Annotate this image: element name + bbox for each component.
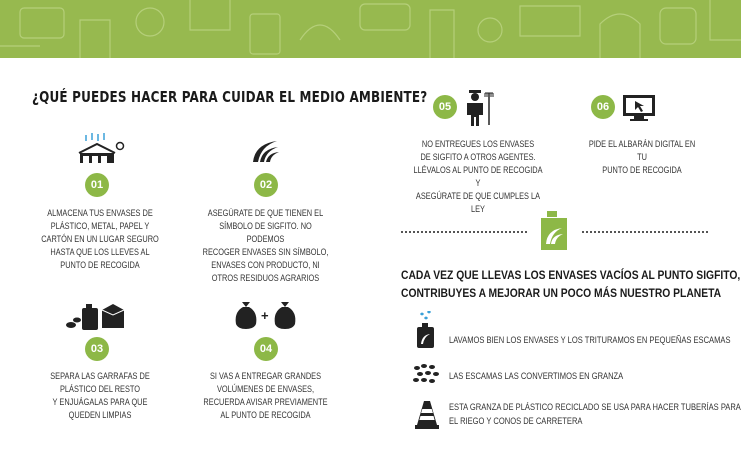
- section-subtitle: [401, 266, 741, 302]
- computer-icon: [622, 94, 656, 122]
- banner-pattern: [0, 0, 741, 58]
- plus-sign: +: [261, 308, 269, 323]
- traffic-cone-icon: [414, 399, 440, 431]
- containers-icon: [64, 298, 126, 332]
- step-number: 01: [85, 173, 109, 197]
- subtitle-line: CADA VEZ QUE LLEVAS LOS ENVASES VACÍOS AL PUNTO SIGFITO,: [401, 268, 741, 282]
- bag-icon: [272, 300, 298, 330]
- warehouse-solar-icon: [78, 131, 126, 165]
- step-text: ASEGÚRATE DE QUE TIENEN EL SÍMBOLO DE SIGFITO. NO PODEMOS RECOGER ENVASES SIN SÍMBOLO, ENVASES CON PRODUCTO, NI OTROS RESIDUOS AGRARIOS: [202, 208, 329, 283]
- washing-container-icon: [415, 311, 437, 349]
- step-number: 04: [254, 337, 278, 361]
- divider-left: [401, 231, 527, 233]
- process-line: EL RIEGO Y CONOS DE CARRETERA: [449, 416, 583, 426]
- page-title: ¿QUÉ PUEDES HACER PARA CUIDAR EL MEDIO AMBIENTE?: [32, 88, 428, 106]
- pellets-icon: [412, 362, 440, 386]
- header-banner: [0, 0, 741, 58]
- bag-icon: [233, 300, 259, 330]
- step-number: 06: [591, 95, 615, 119]
- process-text: [449, 333, 730, 347]
- subtitle-line: CONTRIBUYES A MEJORAR UN POCO MÁS NUESTRO PLANETA: [401, 286, 722, 300]
- step-number: 02: [254, 173, 278, 197]
- step-text: NO ENTREGUES LOS ENVASES DE SIGFITO A OTROS AGENTES. LLÉVALOS AL PUNTO DE RECOGIDA Y ASEGÚRATE DE QUE CUMPLES LA LEY: [413, 139, 543, 214]
- process-line: LAS ESCAMAS LAS CONVERTIMOS EN GRANZA: [449, 371, 624, 381]
- step-text: PIDE EL ALBARÁN DIGITAL EN TU PUNTO DE RECOGIDA: [588, 139, 696, 175]
- process-text: [449, 400, 741, 428]
- farmer-icon: [462, 89, 496, 127]
- step-text: SI VAS A ENTREGAR GRANDES VOLÚMENES DE ENVASES, RECUERDA AVISAR PREVIAMENTE AL PUNTO DE RECOGIDA: [203, 371, 328, 420]
- step-number: 03: [85, 337, 109, 361]
- step-text: SEPARA LAS GARRAFAS DE PLÁSTICO DEL RESTO Y ENJUÁGALAS PARA QUE QUEDEN LIMPIAS: [50, 371, 150, 420]
- divider-right: [582, 231, 708, 233]
- process-line: ESTA GRANZA DE PLÁSTICO RECICLADO SE USA PARA HACER TUBERÍAS PARA: [449, 402, 741, 412]
- process-line: LAVAMOS BIEN LOS ENVASES Y LOS TRITURAMOS EN PEQUEÑAS ESCAMAS: [449, 335, 731, 345]
- green-container-icon: [538, 210, 570, 252]
- sigfito-logo-icon: [251, 138, 281, 164]
- step-number: 05: [433, 95, 457, 119]
- process-text: [449, 369, 623, 383]
- step-text: ALMACENA TUS ENVASES DE PLÁSTICO, METAL, PAPEL Y CARTÓN EN UN LUGAR SEGURO HASTA QUE LOS LLEVES AL PUNTO DE RECOGIDA: [41, 208, 159, 270]
